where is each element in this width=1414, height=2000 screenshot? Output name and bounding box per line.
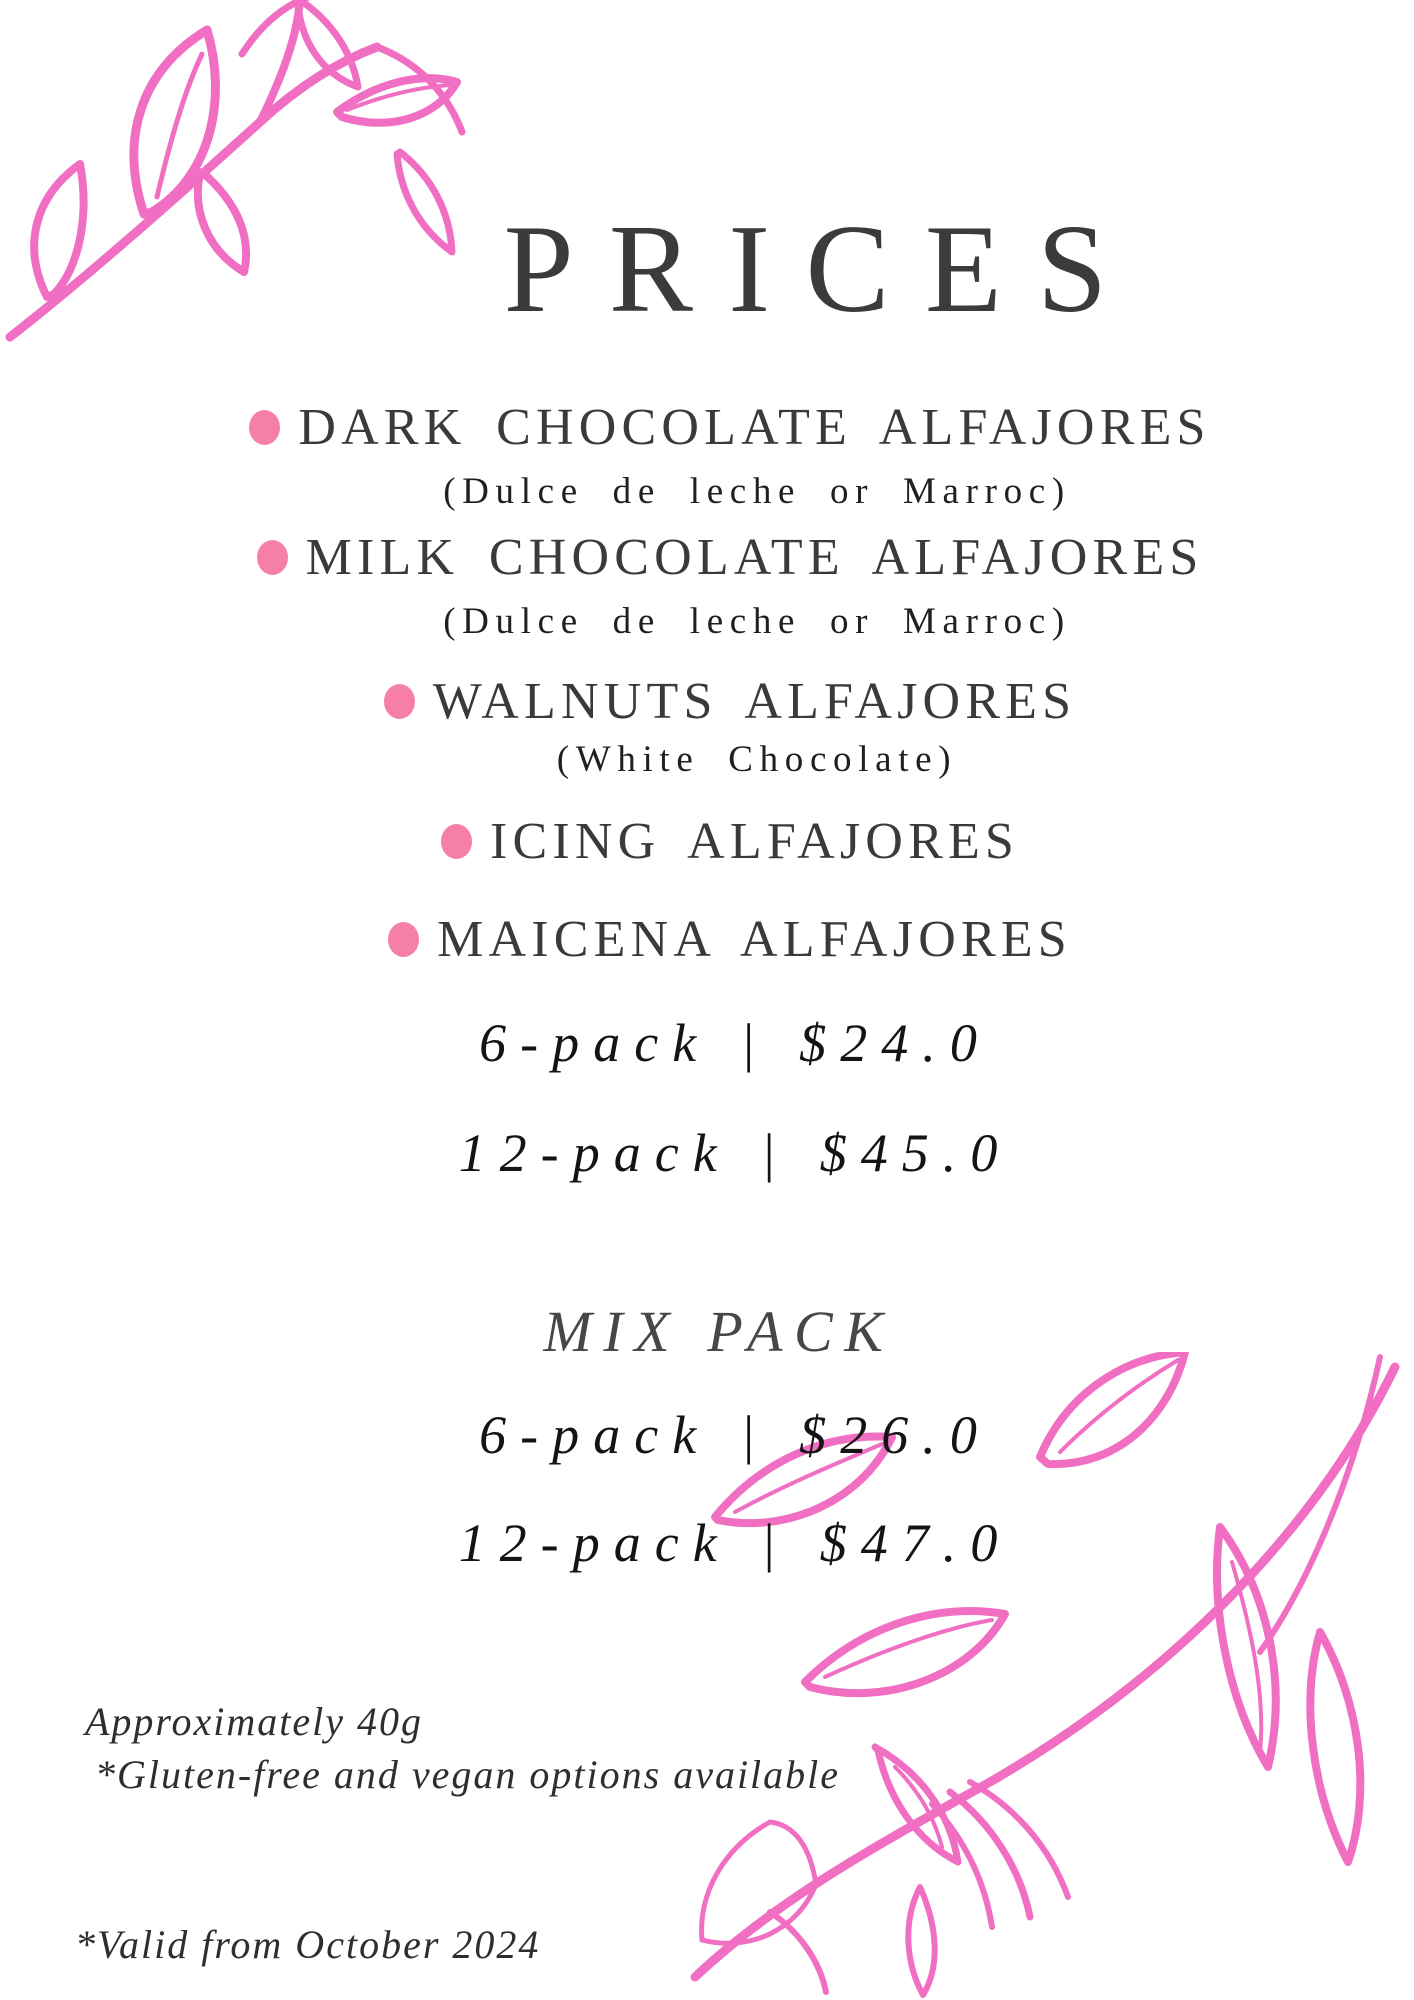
pack-price: $45.0 (819, 1123, 1012, 1183)
menu-item (0, 910, 1414, 969)
menu-item-label: DARK CHOCOLATE ALFAJORES (298, 399, 1211, 456)
menu-item-label: MAICENA ALFAJORES (437, 911, 1072, 968)
price-line (0, 1122, 1414, 1184)
price-line (0, 1012, 1414, 1074)
page-title: PRICES (503, 200, 1143, 339)
price-line (0, 1404, 1414, 1466)
menu-item (0, 398, 1414, 457)
footnote-options: *Gluten-free and vegan options available (95, 1752, 841, 1797)
mix-pack-title: MIX PACK (543, 1299, 895, 1364)
pack-size: 6-pack (479, 1013, 711, 1073)
pink-bullet-icon (249, 410, 280, 445)
menu-item (0, 672, 1414, 731)
pack-size: 12-pack (458, 1123, 731, 1183)
menu-item-subtitle: (Dulce de leche or Marroc) (443, 471, 1071, 512)
pack-price: $24.0 (799, 1013, 991, 1073)
menu-item (0, 528, 1414, 587)
pack-price: $26.0 (799, 1405, 991, 1465)
pack-size: 6-pack (479, 1405, 711, 1465)
pink-bullet-icon (388, 922, 419, 957)
price-divider: | (740, 1013, 770, 1073)
pack-size: 12-pack (458, 1513, 731, 1573)
price-divider: | (760, 1513, 790, 1573)
pink-bullet-icon (441, 824, 472, 859)
price-divider: | (740, 1405, 770, 1465)
pink-bullet-icon (257, 540, 288, 575)
footnote-weight: Approximately 40g (85, 1699, 424, 1744)
menu-item-subtitle: (Dulce de leche or Marroc) (443, 601, 1071, 642)
pack-price: $47.0 (819, 1513, 1012, 1573)
menu-item (0, 812, 1414, 871)
menu-item-label: MILK CHOCOLATE ALFAJORES (305, 529, 1204, 586)
price-line (0, 1512, 1414, 1574)
menu-item-subtitle: (White Chocolate) (556, 739, 958, 780)
menu-item-label: WALNUTS ALFAJORES (432, 673, 1077, 730)
menu-item-label: ICING ALFAJORES (489, 813, 1020, 870)
footnote-validity: *Valid from October 2024 (75, 1922, 541, 1967)
price-divider: | (760, 1123, 790, 1183)
pink-bullet-icon (384, 684, 415, 719)
